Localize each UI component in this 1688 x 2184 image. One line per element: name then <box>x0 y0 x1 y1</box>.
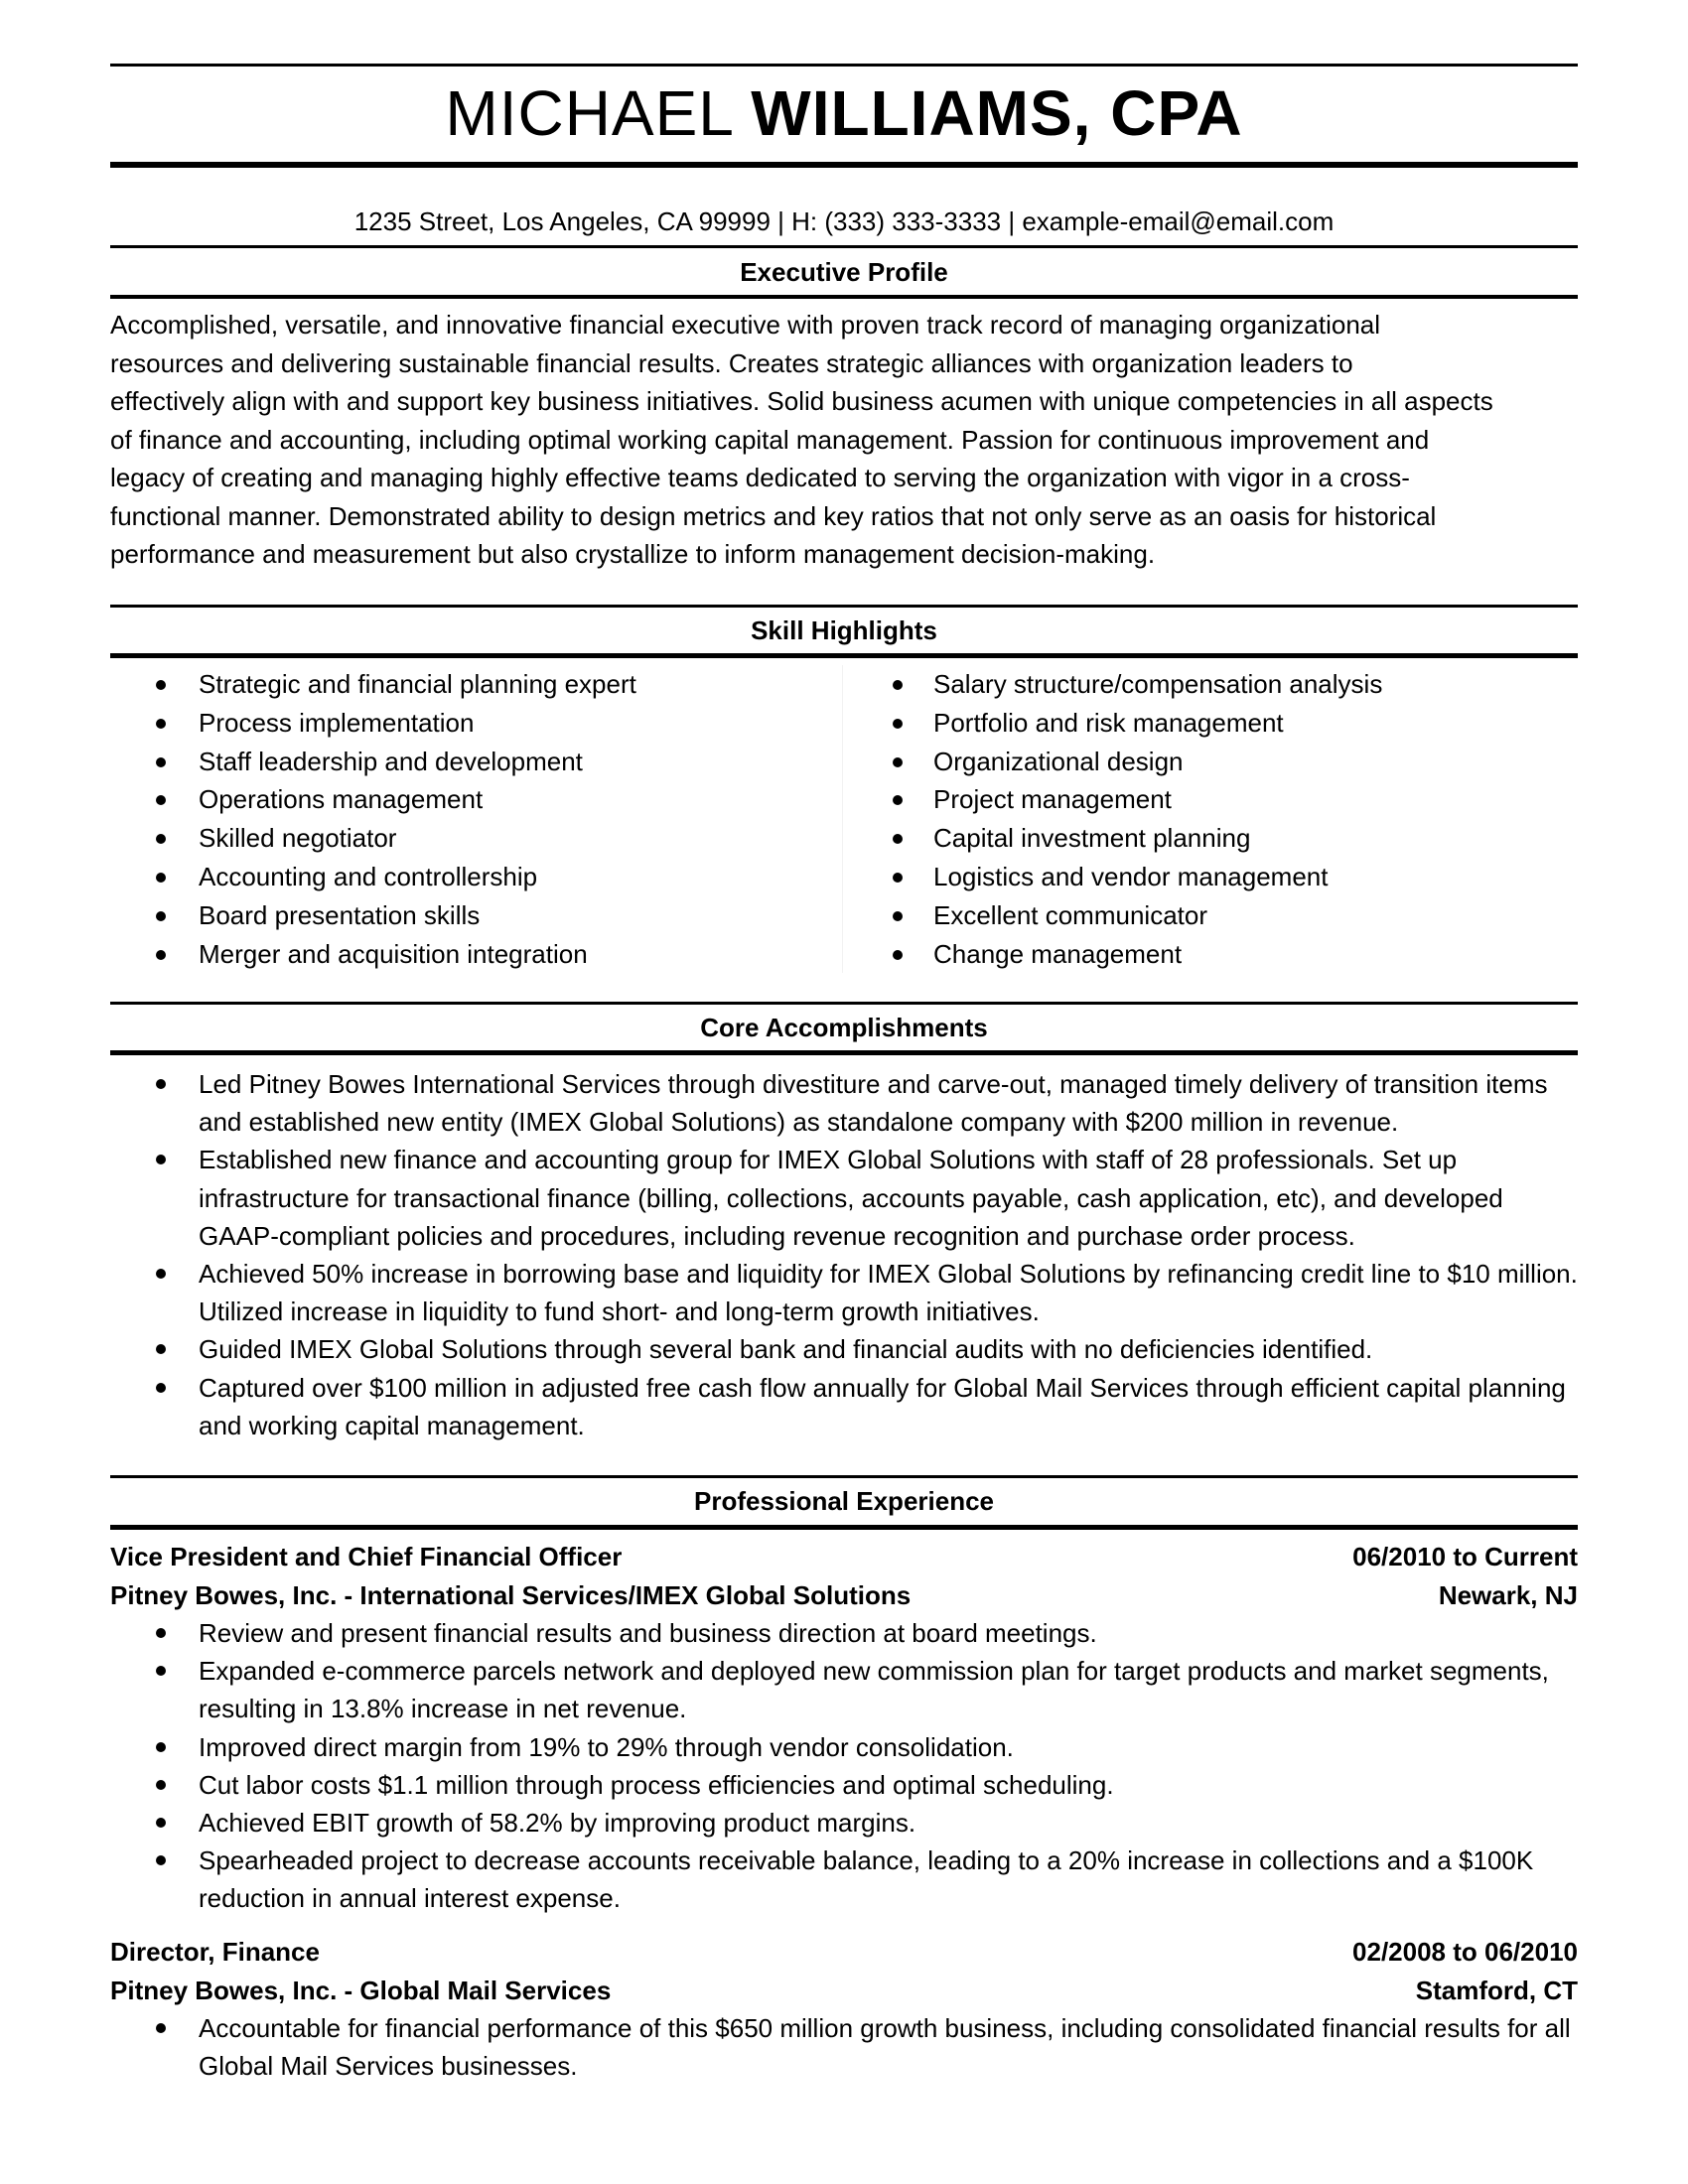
bullet-icon <box>156 2023 166 2033</box>
bullet-icon <box>893 911 903 921</box>
profile-line: of finance and accounting, including optimal working capital management. Passion for continuous improvement and <box>110 424 1430 455</box>
profile-line: performance and measurement but also crystallize to inform management decision-making. <box>110 539 1156 569</box>
section-rule <box>110 1050 1578 1055</box>
profile-line: resources and delivering sustainable financial results. Creates strategic alliances with organization leaders to <box>110 347 1353 378</box>
job-dates: 06/2010 to Current <box>1352 1542 1578 1571</box>
bullet-icon <box>893 719 903 729</box>
job-company: Pitney Bowes, Inc. - International Services/IMEX Global Solutions <box>110 1579 912 1610</box>
skill-item: Logistics and vendor management <box>843 858 1579 896</box>
bullet-icon <box>156 1079 166 1089</box>
job-location: Newark, NJ <box>1438 1579 1578 1610</box>
profile-line: legacy of creating and managing highly effective teams dedicated to serving the organization with vigor in a cross- <box>110 463 1410 492</box>
skills-left-column <box>110 665 842 973</box>
bullet-icon <box>893 757 903 767</box>
skill-item: Change management <box>843 935 1579 974</box>
bullet-icon <box>156 1344 166 1354</box>
accomplishment-item: Guided IMEX Global Solutions through several bank and financial audits with no deficiencies identified. <box>110 1330 1578 1368</box>
skill-item: Salary structure/compensation analysis <box>843 665 1579 704</box>
skill-item: Board presentation skills <box>110 896 842 935</box>
section-title-executive-profile: Executive Profile <box>740 257 948 287</box>
job-bullet-item: Expanded e-commerce parcels network and deployed new commission plan for target products and market segments, resulting in 13.8% increase in net revenue. <box>110 1652 1578 1727</box>
job-company-row <box>110 1972 1578 2010</box>
section-rule <box>110 605 1578 608</box>
section-rule <box>110 1475 1578 1478</box>
section-rule <box>110 245 1578 248</box>
section-rule <box>110 1525 1578 1530</box>
bullet-icon <box>156 757 166 767</box>
section-title-skill-highlights: Skill Highlights <box>751 615 937 645</box>
profile-line: functional manner. Demonstrated ability to design metrics and key ratios that not only serve as an oasis for historical <box>110 500 1437 531</box>
job-bullet-item: Spearheaded project to decrease accounts receivable balance, leading to a 20% increase in collections and a $100K reduction in annual interest expense. <box>110 1842 1578 1917</box>
bullet-icon <box>893 873 903 883</box>
job-title-row <box>110 1933 1578 1972</box>
skill-item: Merger and acquisition integration <box>110 935 842 974</box>
job-title-row <box>110 1538 1578 1576</box>
skills-right-column <box>842 665 1579 973</box>
accomplishment-item: Led Pitney Bowes International Services through divestiture and carve-out, managed timely delivery of transition items and established new entity (IMEX Global Solutions) as standalone company with $200 million in revenue. <box>110 1065 1578 1141</box>
accomplishment-item: Achieved 50% increase in borrowing base and liquidity for IMEX Global Solutions by refinancing credit line to $10 million. Utilized increase in liquidity to fund short- and long-term growth initiatives. <box>110 1255 1578 1330</box>
bullet-icon <box>156 795 166 805</box>
skill-item: Operations management <box>110 780 842 819</box>
bullet-icon <box>156 1818 166 1828</box>
bullet-icon <box>156 1155 166 1164</box>
last-name: WILLIAMS, CPA <box>751 77 1243 149</box>
bullet-icon <box>156 1666 166 1676</box>
executive-profile-text <box>110 306 1578 574</box>
job-bullets <box>110 1614 1578 1918</box>
skill-item: Project management <box>843 780 1579 819</box>
skill-item: Portfolio and risk management <box>843 704 1579 743</box>
job-company: Pitney Bowes, Inc. - Global Mail Services <box>110 1975 612 2005</box>
first-name: MICHAEL <box>445 77 733 149</box>
job-title: Vice President and Chief Financial Officer <box>110 1542 623 1571</box>
bullet-icon <box>156 719 166 729</box>
job-dates: 02/2008 to 06/2010 <box>1352 1937 1578 1967</box>
bullet-icon <box>156 834 166 844</box>
bullet-icon <box>893 950 903 960</box>
header-bottom-rule <box>110 162 1578 168</box>
bullet-icon <box>156 680 166 690</box>
accomplishment-item: Established new finance and accounting group for IMEX Global Solutions with staff of 28 professionals. Set up infrastructure for transactional finance (billing, collections, accounts payable, cash application, etc), and developed GAAP-compliant policies and procedures, including revenue recognition and purchase order process. <box>110 1141 1578 1255</box>
job-bullet-item: Achieved EBIT growth of 58.2% by improving product margins. <box>110 1804 1578 1842</box>
skill-item: Process implementation <box>110 704 842 743</box>
skill-item: Capital investment planning <box>843 819 1579 858</box>
bullet-icon <box>893 680 903 690</box>
skill-item: Strategic and financial planning expert <box>110 665 842 704</box>
job-bullet-item: Improved direct margin from 19% to 29% through vendor consolidation. <box>110 1728 1578 1766</box>
bullet-icon <box>156 873 166 883</box>
job-bullet-item: Review and present financial results and business direction at board meetings. <box>110 1614 1578 1652</box>
bullet-icon <box>156 911 166 921</box>
bullet-icon <box>156 1780 166 1790</box>
job-company-row <box>110 1576 1578 1615</box>
section-title-professional-experience: Professional Experience <box>693 1486 995 1516</box>
profile-line: effectively align with and support key business initiatives. Solid business acumen with unique competencies in all aspects <box>110 386 1493 416</box>
job-bullets <box>110 2009 1578 2085</box>
bullet-icon <box>156 1855 166 1865</box>
job-title: Director, Finance <box>110 1937 320 1967</box>
core-accomplishments-list <box>110 1065 1578 1444</box>
skill-item: Skilled negotiator <box>110 819 842 858</box>
bullet-icon <box>156 1742 166 1752</box>
section-rule <box>110 295 1578 299</box>
section-rule <box>110 653 1578 658</box>
accomplishment-item: Captured over $100 million in adjusted free cash flow annually for Global Mail Services through efficient capital planning and working capital management. <box>110 1369 1578 1444</box>
section-title-core-accomplishments: Core Accomplishments <box>700 1013 988 1042</box>
candidate-name <box>110 77 1578 149</box>
skill-highlights <box>110 665 1578 975</box>
bullet-icon <box>893 834 903 844</box>
bullet-icon <box>156 1269 166 1279</box>
bullet-icon <box>156 1628 166 1638</box>
bullet-icon <box>156 950 166 960</box>
skill-item: Staff leadership and development <box>110 743 842 781</box>
profile-line: Accomplished, versatile, and innovative financial executive with proven track record of managing organizational <box>110 310 1381 340</box>
job-bullet-item: Cut labor costs $1.1 million through process efficiencies and optimal scheduling. <box>110 1766 1578 1804</box>
job-entry <box>110 1933 1578 2085</box>
section-rule <box>110 1002 1578 1005</box>
skill-item: Excellent communicator <box>843 896 1579 935</box>
contact-info: 1235 Street, Los Angeles, CA 99999 | H: (333) 333-3333 | example-email@email.com <box>353 206 1335 236</box>
job-location: Stamford, CT <box>1415 1975 1578 2005</box>
job-entry <box>110 1538 1578 1918</box>
skill-item: Organizational design <box>843 743 1579 781</box>
skill-item: Accounting and controllership <box>110 858 842 896</box>
bullet-icon <box>893 795 903 805</box>
bullet-icon <box>156 1383 166 1393</box>
job-bullet-item: Accountable for financial performance of this $650 million growth business, including consolidated financial results for all Global Mail Services businesses. <box>110 2009 1578 2085</box>
header-top-rule <box>110 64 1578 67</box>
